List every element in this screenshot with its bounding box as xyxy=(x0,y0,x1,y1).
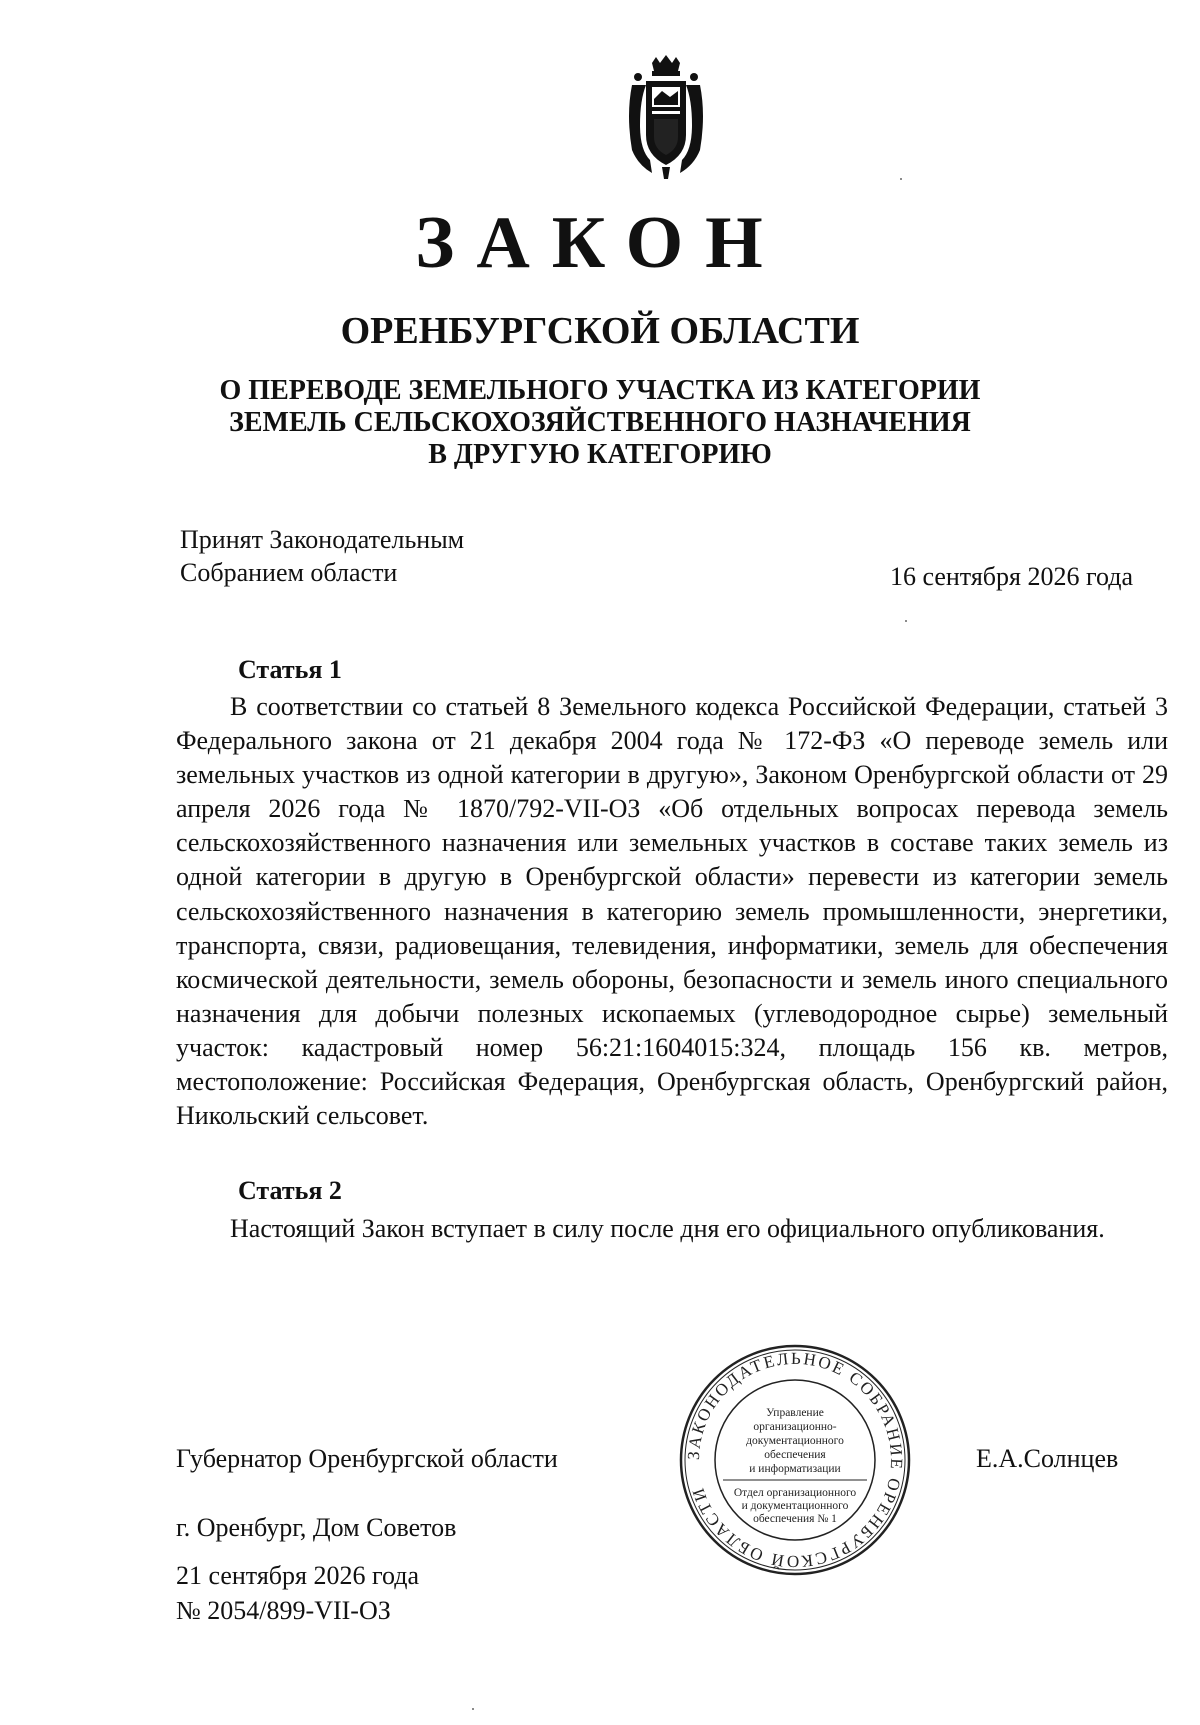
seal-line: обеспечения № 1 xyxy=(753,1513,837,1525)
law-name-line: О ПЕРЕВОДЕ ЗЕМЕЛЬНОГО УЧАСТКА ИЗ КАТЕГОРИИ xyxy=(219,375,981,406)
seal-line: обеспечения xyxy=(764,1449,826,1461)
law-number: № 2054/899-VII-ОЗ xyxy=(176,1596,391,1625)
seal-line: организационно- xyxy=(753,1421,837,1433)
article-2-heading: Статья 2 xyxy=(238,1176,342,1205)
document-title: ЗАКОН xyxy=(415,202,785,284)
law-name xyxy=(0,375,1200,471)
scan-speck xyxy=(472,1708,474,1710)
seal-line: и документационного xyxy=(741,1500,849,1512)
law-name-line: В ДРУГУЮ КАТЕГОРИЮ xyxy=(428,439,772,470)
adoption-statement xyxy=(180,523,464,589)
scan-speck xyxy=(900,178,902,180)
seal-line: и информатизации xyxy=(749,1463,841,1475)
article-1-text: В соответствии со статьей 8 Земельного кодекса Российской Федерации, статьей 3 Федерального закона от 21 декабря 2004 года № 172-ФЗ «О переводе земель или земельных участков из одной категории в другую», Законом Оренбургской области от 29 апреля 2026 года № 1870/792-VII-ОЗ «Об отдельных вопросах перевода земель сельскохозяйственного назначения или земельных участков в составе таких земель из одной категории в другую в Оренбургской области» перевести из категории земель сельскохозяйственного назначения в категорию земель промышленности, энергетики, транспорта, связи, радиовещания, телевидения, информатики, земель для обеспечения космической деятельности, земель обороны, безопасности и земель иного специального назначения для добычи полезных ископаемых (углеводородное сырье) земельный участок: кадастровый номер 56:21:1604015:324, площадь 156 кв. метров, местоположение: Российская Федерация, Оренбургская область, Оренбургский район, Никольский сельсовет. xyxy=(176,692,1168,1131)
scan-speck xyxy=(905,620,907,622)
document-subtitle: ОРЕНБУРГСКОЙ ОБЛАСТИ xyxy=(340,310,860,352)
coat-of-arms-icon xyxy=(622,55,710,180)
law-name-line: ЗЕМЕЛЬ СЕЛЬСКОХОЗЯЙСТВЕННОГО НАЗНАЧЕНИЯ xyxy=(229,407,971,438)
governor-name: Е.А.Солнцев xyxy=(976,1444,1119,1473)
seal-line: документационного xyxy=(746,1435,844,1447)
seal-ring-text: ЗАКОНОДАТЕЛЬНОЕ СОБРАНИЕ ОРЕНБУРГСКОЙ ОБЛАСТИ xyxy=(683,1348,907,1572)
article-1-heading: Статья 1 xyxy=(238,655,342,684)
signing-date: 21 сентября 2026 года xyxy=(176,1561,420,1590)
seal-line: Управление xyxy=(766,1407,824,1419)
official-seal xyxy=(675,1340,915,1580)
adoption-date: 16 сентября 2026 года xyxy=(890,562,1134,591)
signing-place: г. Оренбург, Дом Советов xyxy=(176,1513,457,1542)
article-2-text: Настоящий Закон вступает в силу после дня его официального опубликования. xyxy=(230,1214,1105,1243)
seal-line: Отдел организационного xyxy=(733,1487,857,1499)
governor-title: Губернатор Оренбургской области xyxy=(176,1444,558,1473)
adoption-line: Собранием области xyxy=(180,558,398,587)
adoption-line: Принят Законодательным xyxy=(180,525,465,554)
